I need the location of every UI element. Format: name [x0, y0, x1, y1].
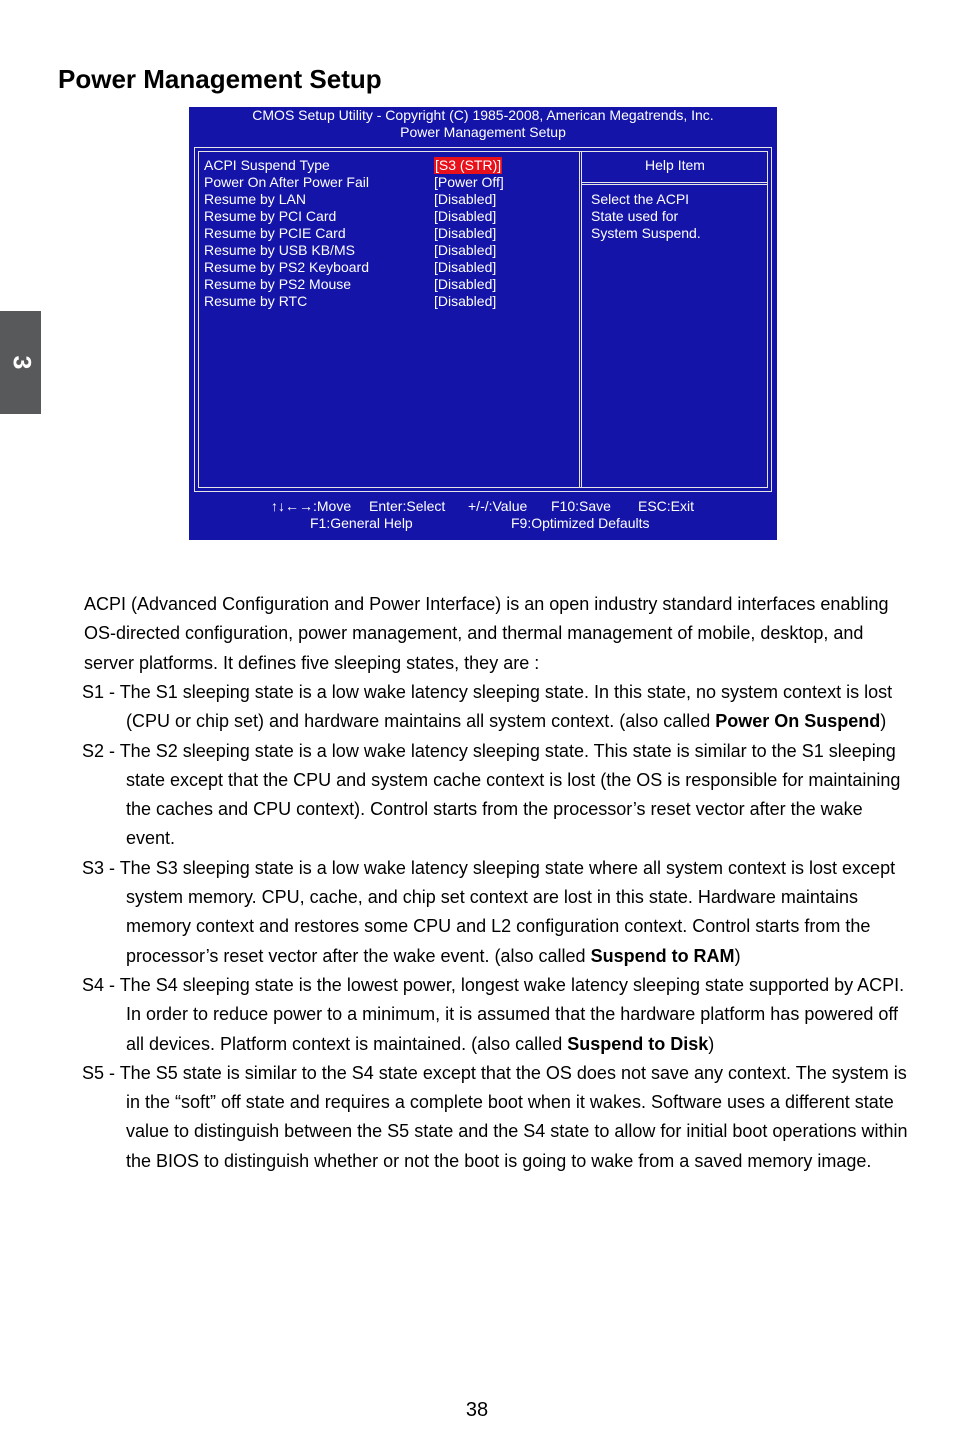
setting-resume-by-ps2-keyboard[interactable]	[204, 259, 574, 276]
setting-label: Resume by RTC	[204, 293, 308, 309]
setting-value[interactable]: [Disabled]	[434, 293, 497, 309]
state-s1	[82, 678, 912, 737]
settings-list	[204, 157, 574, 310]
setting-power-on-after-power-fail[interactable]	[204, 174, 574, 191]
state-text: S1 - The S1 sleeping state is a low wake latency sleeping state. In this state, no system context is lost (CPU or chip set) and hardware maintains all system context. (also called	[82, 682, 893, 732]
setting-acpi-suspend-type[interactable]	[204, 157, 574, 174]
setting-value-selected[interactable]: [S3 (STR)]	[435, 157, 502, 173]
setting-value[interactable]: [Disabled]	[434, 208, 497, 224]
setting-label: Resume by USB KB/MS	[204, 242, 355, 258]
key-legend-line-1	[189, 498, 777, 515]
key-optimized-defaults: F9:Optimized Defaults	[511, 515, 650, 531]
help-separator	[582, 182, 768, 185]
sleeping-states-list	[82, 678, 912, 1176]
state-text: S3 - The S3 sleeping state is a low wake latency sleeping state where all system context is lost except system memory. CPU, cache, and chip set context are lost in this state. Hardware maintains memory context and restores some CPU and L2 configuration context. Control starts from the processor’s reset vector after the wake event. (also called	[82, 857, 896, 966]
setting-label: Resume by PS2 Mouse	[204, 276, 352, 292]
key-legend-line-2	[189, 515, 777, 532]
setting-resume-by-pcie-card[interactable]	[204, 225, 574, 242]
help-text	[591, 191, 761, 242]
bios-frame	[194, 147, 772, 492]
bios-key-legend	[189, 498, 777, 532]
state-s2	[82, 737, 912, 854]
state-s3	[82, 854, 912, 971]
state-s4	[82, 971, 912, 1059]
state-text: S5 - The S5 state is similar to the S4 state except that the OS does not save any context. The system is in the “soft” off state and requires a complete boot when it wakes. Software uses a different state value to distinguish between the S5 state and the S4 state to allow for initial boot operations within the BIOS to distinguish whether or not the boot is going to wake from a saved memory image.	[82, 1062, 908, 1171]
state-s5	[82, 1059, 912, 1176]
key-general-help: F1:General Help	[310, 515, 413, 531]
help-line: Select the ACPI	[591, 191, 690, 207]
key-exit: ESC:Exit	[638, 498, 695, 514]
setting-resume-by-usb-kb-ms[interactable]	[204, 242, 574, 259]
page-number: 38	[465, 1399, 489, 1421]
state-close: )	[880, 711, 887, 732]
setting-value[interactable]: [Disabled]	[434, 191, 497, 207]
chapter-number: 3	[7, 355, 35, 370]
page-title: Power Management Setup	[58, 64, 382, 94]
bios-panel-divider	[579, 151, 582, 488]
setting-label: Resume by LAN	[204, 191, 306, 207]
key-move: ↑↓←→:Move	[271, 498, 352, 514]
setting-label: Resume by PCIE Card	[204, 225, 346, 241]
setting-label: Power On After Power Fail	[204, 174, 369, 190]
key-save: F10:Save	[551, 498, 611, 514]
bios-screen-title: Power Management Setup	[400, 124, 566, 140]
help-item-title: Help Item	[645, 157, 705, 173]
state-text: S4 - The S4 sleeping state is the lowest power, longest wake latency sleeping state supported by ACPI. In order to reduce power to a minimum, it is assumed that the hardware platform has powered off all devices. Platform context is maintained. (also called	[82, 974, 905, 1054]
setting-resume-by-pci-card[interactable]	[204, 208, 574, 225]
setting-resume-by-ps2-mouse[interactable]	[204, 276, 574, 293]
setting-value[interactable]: [Disabled]	[434, 276, 497, 292]
setting-resume-by-rtc[interactable]	[204, 293, 574, 310]
setting-value[interactable]: [Disabled]	[434, 225, 497, 241]
state-close: )	[708, 1033, 715, 1054]
key-value: +/-/:Value	[468, 498, 528, 514]
bios-screenshot	[189, 107, 777, 540]
intro-paragraph: ACPI (Advanced Configuration and Power Interface) is an open industry standard interfaces enabling OS-directed configuration, power management, and thermal management of mobile, desktop, and server platforms. It defines five sleeping states, they are :	[84, 594, 889, 673]
state-alias: Suspend to RAM	[590, 945, 735, 966]
state-alias: Suspend to Disk	[567, 1033, 709, 1054]
state-close: )	[734, 945, 741, 966]
chapter-tab	[0, 311, 41, 414]
setting-label: Resume by PS2 Keyboard	[204, 259, 369, 275]
setting-label: ACPI Suspend Type	[204, 157, 330, 173]
state-alias: Power On Suspend	[715, 711, 881, 732]
setting-value[interactable]: [Disabled]	[434, 259, 497, 275]
bios-header	[189, 107, 777, 141]
setting-resume-by-lan[interactable]	[204, 191, 574, 208]
setting-value[interactable]: [Power Off]	[434, 174, 504, 190]
help-line: System Suspend.	[591, 225, 701, 241]
state-text: S2 - The S2 sleeping state is a low wake latency sleeping state. This state is similar to the S1 sleeping state except that the CPU and system cache context is lost (the OS is responsible for maintaining the caches and CPU context). Control starts from the processor’s reset vector after the wake event.	[82, 740, 901, 849]
help-line: State used for	[591, 208, 679, 224]
setting-label: Resume by PCI Card	[204, 208, 337, 224]
bios-copyright: CMOS Setup Utility - Copyright (C) 1985-2008, American Megatrends, Inc.	[252, 107, 714, 123]
key-select: Enter:Select	[369, 498, 446, 514]
setting-value[interactable]: [Disabled]	[434, 242, 497, 258]
